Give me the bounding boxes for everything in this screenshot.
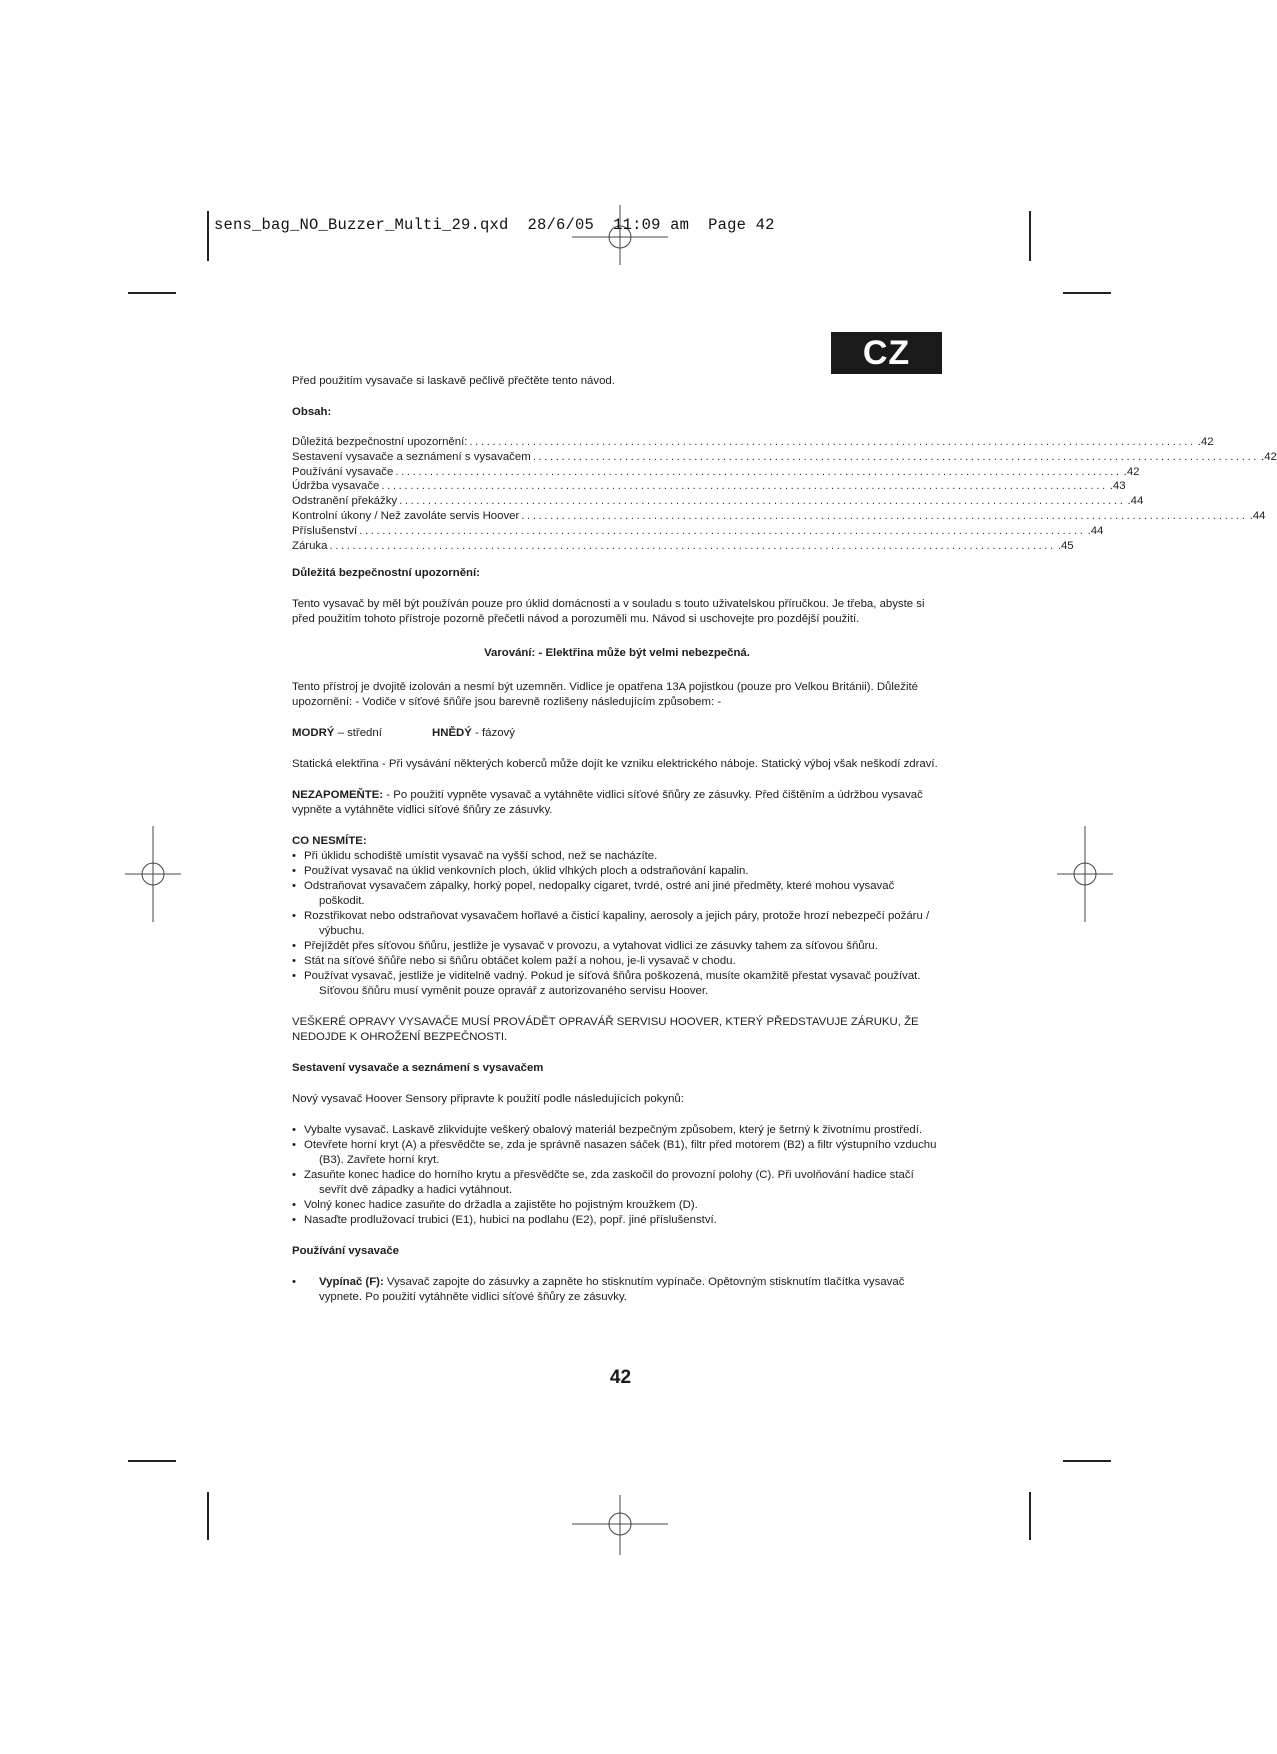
toc-row: Údržba vysavače .............................................................................................................................. .43 [292,480,1126,493]
electricity-warning: Varování: - Elektřina může být velmi nebezpečná. [484,647,750,660]
toc-label: Sestavení vysavače a seznámení s vysavačem [292,450,531,463]
assembly-heading: Sestavení vysavače a seznámení s vysavačem [292,1062,544,1075]
registration-mark-top-icon [572,205,668,265]
list-item: • Vybalte vysavač. Laskavě zlikvidujte veškerý obalový materiál bezpečným způsobem, který je šetrný k životnímu prostředí. [292,1123,942,1138]
toc-row: Záruka .............................................................................................................................. .45 [292,539,1074,552]
safety-paragraph: Tento vysavač by měl být používán pouze pro úklid domácnosti a v souladu s touto uživatelskou příručkou. Je třeba, abyste si před použitím tohoto přístroje pozorně přečetli návod a porozuměli mu. Návod si uschovejte pro pozdější použití. [292,598,925,626]
intro-text: Před použitím vysavače si laskavě pečlivě přečtěte tento návod. [292,375,615,387]
toc-heading: Obsah: [292,406,332,418]
toc-page: .45 [1057,539,1074,552]
usage-heading: Používání vysavače [292,1245,400,1258]
toc-label: Údržba vysavače [292,480,380,493]
toc-label: Důležitá bezpečnostní upozornění: [292,436,468,448]
list-item: • Otevřete horní kryt (A) a přesvědčte se, zda je správně nasazen sáček (B1), filtr před motorem (B2) a filtr výstupního vzduchu (B3). Zavřete horní kryt. [292,1138,942,1168]
crop-mark-top-right-horizontal [1063,292,1111,294]
list-item: • Stát na síťové šňůře nebo si šňůru obtáčet kolem paží a nohou, je-li vysavač v chodu. [292,954,942,969]
crop-mark-bottom-right-vertical [1029,1492,1031,1540]
wire-blue [292,726,432,741]
toc-row: Kontrolní úkony / Než zavoláte servis Hoover .............................................................................................................................. .44 [292,509,1266,522]
list-item: • Rozstřikovat nebo odstraňovat vysavačem hořlavé a čisticí kapaliny, aerosoly a jejich páry, protože hrozí nebezpečí požáru / výbuchu. [292,909,942,939]
toc-row: Důležitá bezpečnostní upozornění: .............................................................................................................................. .42 [292,436,1214,448]
safety-heading: Důležitá bezpečnostní upozornění: [292,567,480,580]
registration-mark-bottom-icon [572,1495,668,1555]
toc-page: .43 [1109,480,1126,493]
toc-label: Odstranění překážky [292,495,398,508]
toc-row: Používání vysavače .............................................................................................................................. .42 [292,465,1140,478]
assembly-intro: Nový vysavač Hoover Sensory připravte k použití podle následujících pokynů: [292,1093,684,1106]
list-item: • Nasaďte prodlužovací trubici (E1), hubici na podlahu (E2), popř. jiné příslušenství. [292,1213,942,1228]
crop-mark-bottom-left-vertical [207,1492,209,1540]
toc-page: .42 [1197,436,1214,448]
insulation-paragraph: Tento přístroj je dvojitě izolován a nesmí být uzemněn. Vidlice je opatřena 13A pojistkou (pouze pro Velkou Británii). Důležité upozornění: - Vodiče v síťové šňůře jsou barevně rozlišeny následujícím způsobem: - [292,681,918,709]
page-number: 42 [609,1367,632,1388]
toc-page: .42 [1123,465,1140,478]
toc-page: .44 [1249,509,1266,522]
wire-blue-label: MODRÝ [292,727,335,740]
remember-label: NEZAPOMEŇTE: [292,789,384,802]
list-item: • Používat vysavač na úklid venkovních ploch, úklid vlhkých ploch a odstraňování kapalin. [292,864,942,879]
crop-mark-bottom-right-horizontal [1063,1460,1111,1462]
wire-colors [292,726,942,741]
assembly-list [292,1123,942,1228]
toc-page: .42 [1261,450,1277,463]
toc-row: Sestavení vysavače a seznámení s vysavačem .............................................................................................................................. .42 [292,450,1277,463]
dont-heading: CO NESMÍTE: [292,835,367,848]
dont-list [292,849,942,999]
switch-text: Vysavač zapojte do zásuvky a zapněte ho stisknutím vypínače. Opětovným stisknutím tlačítka vysavač vypnete. Po použití vytáhněte vidlici síťové šňůry ze zásuvky. [319,1276,905,1304]
toc-page: .44 [1127,495,1144,508]
list-item: • Odstraňovat vysavačem zápalky, horký popel, nedopalky cigaret, tvrdé, ostré ani jiné předměty, které mohou vysavač poškodit. [292,879,942,909]
static-electricity-paragraph: Statická elektřina - Při vysávání některých koberců může dojít ke vzniku elektrického náboje. Statický výboj však neškodí zdraví. [292,758,938,771]
table-of-contents [292,435,1277,553]
list-item: • Volný konec hadice zasuňte do držadla a zajistěte ho pojistným kroužkem (D). [292,1198,942,1213]
usage-item-body [319,1275,942,1305]
crop-mark-top-left-horizontal [128,292,176,294]
list-item: • Zasuňte konec hadice do horního krytu a přesvědčte se, zda zaskočil do provozní polohy (C). Při uvolňování hadice stačí sevřít dvě západky a hadici vytáhnout. [292,1168,942,1198]
list-item: • Používat vysavač, jestliže je viditelně vadný. Pokud je síťová šňůra poškozená, musíte okamžitě přestat vysavač používat. Síťovou šňůru musí vyměnit pouze opravář z autorizovaného servisu Hoover. [292,969,942,999]
wire-blue-text: – střední [334,727,382,740]
print-slug: sens_bag_NO_Buzzer_Multi_29.qxd 28/6/05 11:09 am Page 42 [214,216,775,234]
wire-brown-label: HNĚDÝ [432,727,472,740]
toc-label: Používání vysavače [292,465,394,478]
crop-mark-top-right-vertical [1029,211,1031,261]
registration-mark-left-icon [125,826,181,922]
toc-page: .44 [1087,524,1104,537]
language-badge: CZ [831,332,942,374]
bullet: • [292,1276,296,1289]
list-item: • Při úklidu schodiště umístit vysavač na vyšší schod, než se nacházíte. [292,849,942,864]
crop-mark-top-left-vertical [207,211,209,261]
repairs-notice: VEŠKERÉ OPRAVY VYSAVAČE MUSÍ PROVÁDĚT OPRAVÁŘ SERVISU HOOVER, KTERÝ PŘEDSTAVUJE ZÁRUKU, ŽE NEDOJDE K OHROŽENÍ BEZPEČNOSTI. [292,1016,919,1044]
crop-mark-bottom-left-horizontal [128,1460,176,1462]
usage-item [292,1275,942,1305]
remember-paragraph [292,788,942,818]
wire-brown [432,726,515,741]
toc-label: Příslušenství [292,524,358,537]
toc-row: Příslušenství .............................................................................................................................. .44 [292,524,1104,537]
remember-text: - Po použití vypněte vysavač a vytáhněte vidlici síťové šňůry ze zásuvky. Před čištěním a údržbou vysavač vypněte a vytáhněte vidlici síťové šňůry ze zásuvky. [292,789,923,817]
page-content [292,374,1277,1305]
toc-label: Záruka [292,539,328,552]
toc-row: Odstranění překážky .............................................................................................................................. .44 [292,495,1144,508]
registration-mark-right-icon [1057,826,1113,922]
switch-label: Vypínač (F): [319,1276,384,1289]
wire-brown-text: - fázový [471,727,515,740]
toc-label: Kontrolní úkony / Než zavoláte servis Hoover [292,509,520,522]
list-item: • Přejíždět přes síťovou šňůru, jestliže je vysavač v provozu, a vytahovat vidlici ze zásuvky tahem za síťovou šňůru. [292,939,942,954]
